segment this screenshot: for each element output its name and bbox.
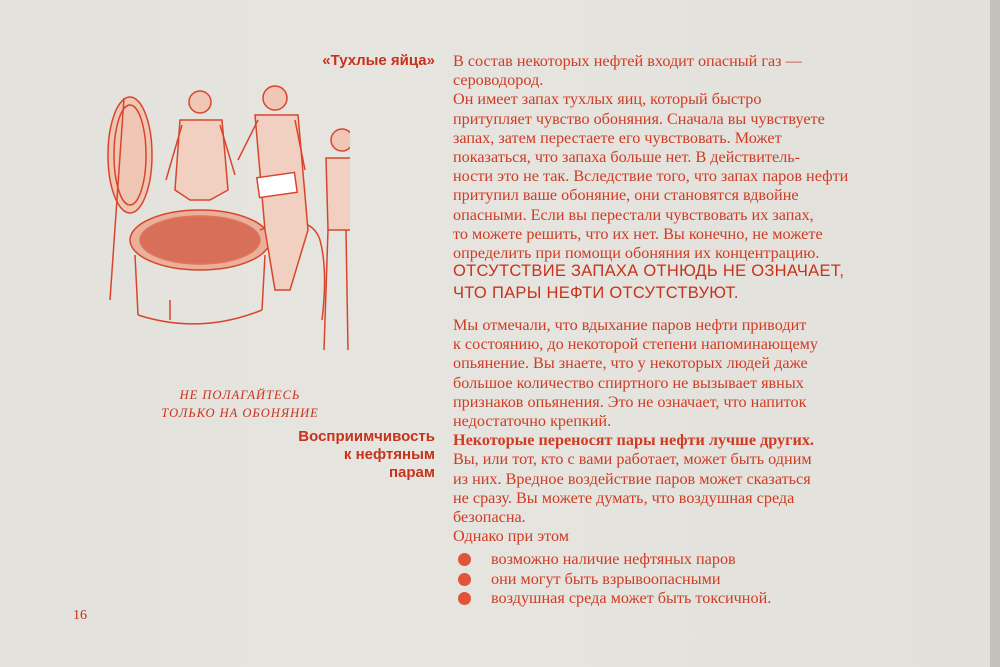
list-item-text: воздушная среда может быть токсичной. — [491, 589, 772, 607]
paragraph-hydrogen-sulfide — [453, 52, 923, 263]
text-line: признаков опьянения. Это не означает, что напиток — [453, 392, 807, 411]
page-number: 16 — [73, 608, 87, 623]
text-line: Он имеет запах тухлых яиц, который быстро — [453, 90, 762, 109]
text-line: то можете решить, что их нет. Вы конечно, не можете — [453, 224, 823, 243]
bold-statement: Некоторые переносят пары нефти лучше других. — [453, 431, 814, 450]
text-line: большое количество спиртного не вызывает явных — [453, 373, 804, 392]
text-line: запах, затем перестаете его чувствовать. Может — [453, 128, 782, 147]
heading-line: Восприимчивость — [298, 428, 435, 445]
paragraph-intoxication — [453, 316, 923, 546]
heading-line: парам — [388, 464, 435, 481]
bullet-dot-icon — [458, 592, 471, 605]
illustration-caption — [130, 386, 350, 422]
text-line: сероводород. — [453, 71, 544, 90]
text-line: опасными. Если вы перестали чувствовать их запах, — [453, 205, 814, 224]
bullet-dot-icon — [458, 553, 471, 566]
heading-line: к нефтяным — [343, 446, 435, 463]
warning-line: ОТСУТСТВИЕ ЗАПАХА ОТНЮДЬ НЕ ОЗНАЧАЕТ, — [453, 262, 845, 280]
list-item-text: они могут быть взрывоопасными — [491, 569, 721, 588]
text-line: притупил ваше обоняние, они становятся вдвойне — [453, 186, 799, 205]
text-line: притупляет чувство обоняния. Сначала вы чувствуете — [453, 109, 825, 128]
text-line: не сразу. Вы можете думать, что воздушная среда — [453, 488, 795, 507]
text-line: ности это не так. Вследствие того, что запах паров нефти — [453, 167, 849, 186]
warning-statement — [453, 260, 923, 304]
text-line: опьянение. Вы знаете, что у некоторых людей даже — [453, 354, 808, 373]
list-item — [458, 550, 771, 570]
list-item-text: возможно наличие нефтяных паров — [491, 550, 736, 568]
text-line: определить при помощи обоняния их концентрацию. — [453, 244, 820, 263]
text-line: недостаточно крепкий. — [453, 412, 612, 431]
caption-line: ТОЛЬКО НА ОБОНЯНИЕ — [161, 406, 319, 420]
text-line: В состав некоторых нефтей входит опасный газ — — [453, 52, 802, 70]
section-heading-susceptibility — [235, 428, 435, 482]
list-item — [458, 570, 771, 590]
caption-line: НЕ ПОЛАГАЙТЕСЬ — [179, 388, 301, 402]
text-line: Мы отмечали, что вдыхание паров нефти приводит — [453, 316, 807, 334]
text-line: показаться, что запаха больше нет. В действитель- — [453, 148, 801, 167]
text-line: Вы, или тот, кто с вами работает, может быть одним — [453, 450, 812, 469]
section-heading-rotten-eggs: «Тухлые яйца» — [322, 52, 435, 69]
text-line: безопасна. — [453, 508, 526, 527]
workers-tank-illustration — [90, 80, 350, 370]
page-edge — [990, 0, 1000, 667]
text-line: к состоянию, до некоторой степени напоминающему — [453, 335, 818, 354]
hazard-list — [458, 550, 771, 609]
text-line: Однако при этом — [453, 527, 570, 546]
text-line: из них. Вредное воздействие паров может сказаться — [453, 469, 811, 488]
list-item — [458, 589, 771, 609]
warning-line: ЧТО ПАРЫ НЕФТИ ОТСУТСТВУЮТ. — [453, 284, 739, 302]
bullet-dot-icon — [458, 573, 471, 586]
